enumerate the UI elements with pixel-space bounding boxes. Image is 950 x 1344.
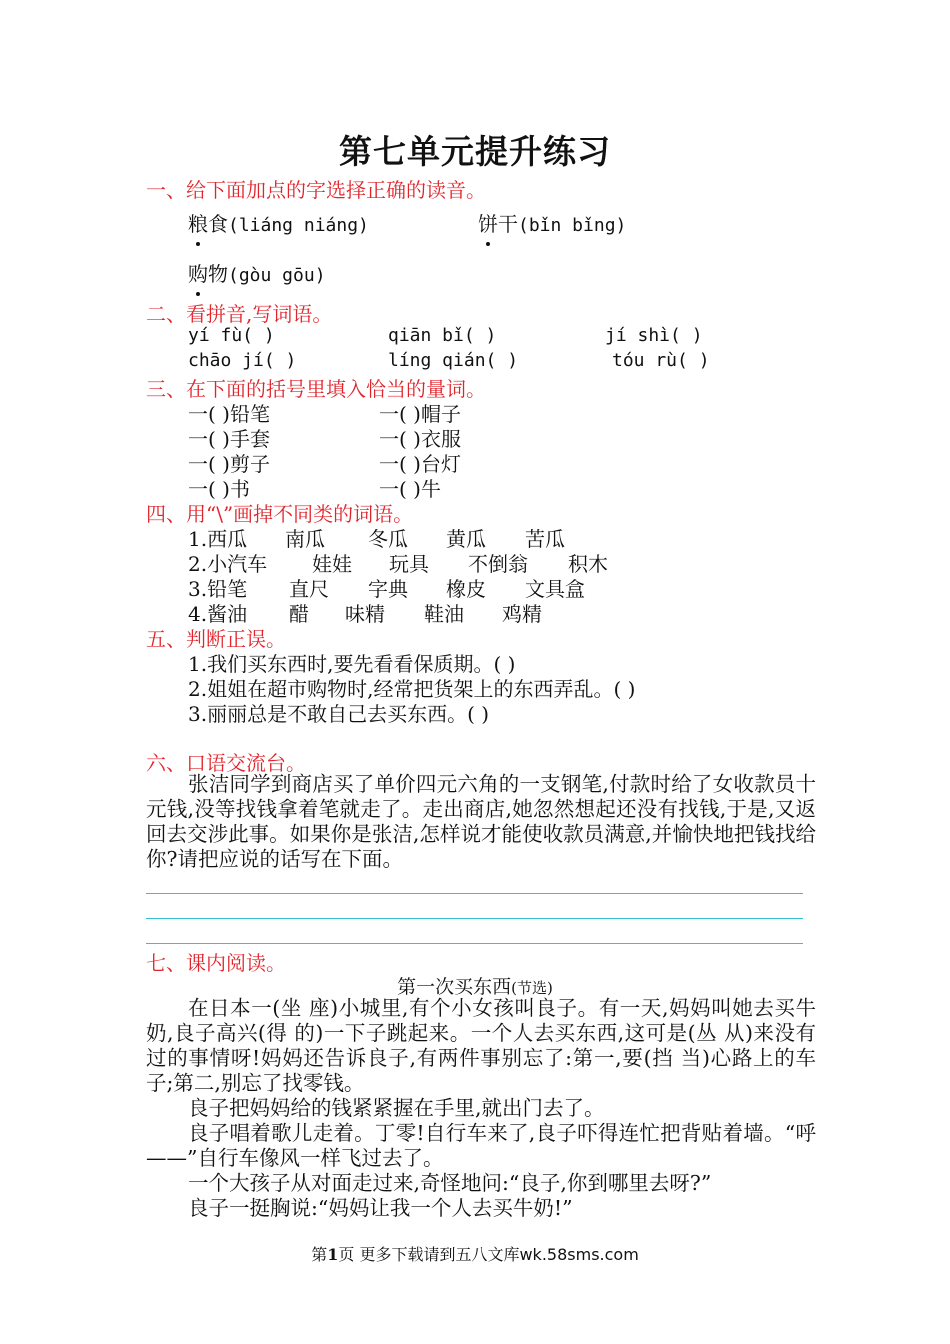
- answer-line[interactable]: [146, 918, 803, 919]
- page-title: 第七单元提升练习: [339, 132, 611, 171]
- pinyin-item: jí shì( ): [605, 325, 703, 346]
- passage-paragraph: 一个大孩子从对面走过来,奇怪地问:“良子,你到哪里去呀?”: [188, 1171, 712, 1195]
- measure-word-item: 一( )帽子: [379, 402, 461, 426]
- dotted-char: 购: [188, 258, 208, 287]
- measure-word-item: 一( )剪子: [188, 452, 270, 476]
- measure-word-item: 一( )牛: [379, 477, 441, 501]
- section-4-heading: 四、用“\”画掉不同类的词语。: [146, 502, 414, 526]
- dotted-char: 粮: [188, 208, 208, 237]
- measure-word-item: 一( )手套: [188, 427, 270, 451]
- pinyin-choice-1: 粮食(liáng niáng): [188, 208, 369, 237]
- pinyin-item: qiān bǐ( ): [388, 325, 497, 346]
- answer-line[interactable]: [146, 943, 803, 944]
- true-false-item: 1.我们买东西时,要先看看保质期。( ): [188, 652, 516, 676]
- pinyin-choice-3: 购物(gòu gōu): [188, 258, 326, 287]
- pinyin-item: yí fù( ): [188, 325, 275, 346]
- page-footer: 第1页 更多下载请到五八文库wk.58sms.com: [311, 1245, 639, 1264]
- section-3-heading: 三、在下面的括号里填入恰当的量词。: [146, 377, 486, 401]
- measure-word-item: 一( )台灯: [379, 452, 461, 476]
- pinyin-item: tóu rù( ): [612, 350, 710, 371]
- passage-paragraph: 在日本一(坐 座)小城里,有个小女孩叫良子。有一天,妈妈叫她去买牛奶,良子高兴(得 的)一下子跳起来。一个人去买东西,这可是(丛 从)来没有过的事情呀!妈妈还告诉良子,有两件事别忘了:第一,要(挡 当)心路上的车子;第二,别忘了找零钱。: [146, 996, 816, 1095]
- section-7-heading: 七、课内阅读。: [146, 951, 286, 975]
- pinyin-item: chāo jí( ): [188, 350, 297, 371]
- passage-title: 第一次买东西(节选): [397, 976, 553, 998]
- section-6-prompt: 张洁同学到商店买了单价四元六角的一支钢笔,付款时给了女收款员十元钱,没等找钱拿着笔就走了。走出商店,她忽然想起还没有找钱,于是,又返回去交涉此事。如果你是张洁,怎样说才能使收款员满意,并愉快地把钱找给你?请把应说的话写在下面。: [146, 772, 816, 871]
- section-1-heading: 一、给下面加点的字选择正确的读音。: [146, 178, 486, 202]
- passage-paragraph: 良子一挺胸说:“妈妈让我一个人去买牛奶!”: [188, 1196, 573, 1220]
- answer-line[interactable]: [146, 893, 803, 894]
- true-false-item: 3.丽丽总是不敢自己去买东西。( ): [188, 702, 490, 726]
- passage-paragraph: 良子把妈妈给的钱紧紧握在手里,就出门去了。: [188, 1096, 605, 1120]
- pinyin-choice-2: 饼干(bǐn bǐng): [478, 208, 626, 237]
- section-2-heading: 二、看拼音,写词语。: [146, 302, 333, 326]
- measure-word-item: 一( )书: [188, 477, 250, 501]
- measure-word-item: 一( )铅笔: [188, 402, 270, 426]
- measure-word-item: 一( )衣服: [379, 427, 461, 451]
- section-5-heading: 五、判断正误。: [146, 627, 286, 651]
- footer-link[interactable]: wk.58sms.com: [519, 1245, 639, 1264]
- section-6-heading: 六、口语交流台。: [146, 751, 306, 775]
- pinyin-item: líng qián( ): [388, 350, 519, 371]
- true-false-item: 2.姐姐在超市购物时,经常把货架上的东西弄乱。( ): [188, 677, 636, 701]
- passage-paragraph: 良子唱着歌儿走着。丁零!自行车来了,良子吓得连忙把背贴着墙。“呼——”自行车像风一样飞过去了。: [146, 1121, 816, 1170]
- dotted-char: 饼: [478, 208, 498, 237]
- page-number: 1: [327, 1245, 339, 1264]
